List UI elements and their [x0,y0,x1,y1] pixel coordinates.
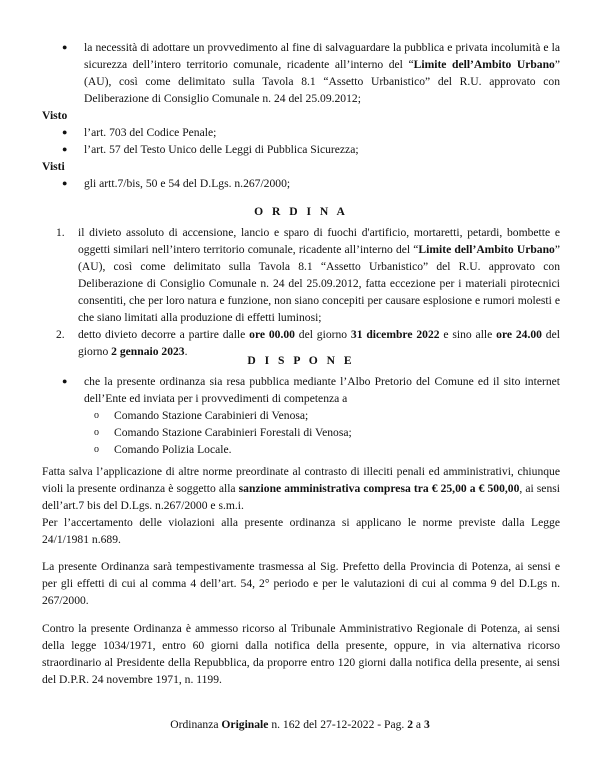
item-number: 1. [56,226,65,239]
ordina-item-1 [42,224,560,326]
bullet-marker: ● [62,376,68,386]
list-item-text: l’art. 57 del Testo Unico delle Leggi di Pubblica Sicurezza; [84,143,359,156]
premessa-bullet [42,39,560,107]
bullet-marker: ● [62,127,68,137]
dispone-section [42,352,560,458]
sub-item-text: Comando Polizia Locale. [114,443,232,456]
ricorso-paragraph: Contro la presente Ordinanza è ammesso ricorso al Tribunale Amministrativo Regionale di Potenza, ai sensi della legge 1034/1971, entro 60 giorni dalla notifica della presente, oppure, in via alternativa ricorso straordinario al Presidente della Repubblica, da proporre entro 120 giorni dalla notifica della presente, ai sensi del D.P.R. 24 novembre 1971, n. 1199. [42,622,560,686]
page-footer: Ordinanza Originale n. 162 del 27-12-2022 - Pag. 2 a 3 [170,718,430,731]
list-item [42,175,560,192]
sanzione-paragraph: Fatta salva l’applicazione di altre norme preordinate al contrasto di illeciti penali ed amministrativi, chiunque violi la presente ordinanza è soggetto alla sanzione amministrativa compresa tra € 25,00 a € 500,00, ai sensi dell’art.7 bis del D.Lgs. n.267/2000 e s.m.i. [42,465,560,512]
dispone-item [42,373,560,407]
sub-bullet-marker: o [94,444,99,455]
list-item [94,424,560,441]
ordina-item-2-text: detto divieto decorre a partire dalle ore 00.00 del giorno 31 dicembre 2022 e sino alle ore 24.00 del giorno 2 gennaio 2023. [78,328,560,358]
list-item [42,124,560,141]
list-item [42,141,560,158]
bullet-marker: ● [62,144,68,154]
visto-heading: Visto [42,109,68,122]
sub-bullet-marker: o [94,427,99,438]
sub-item-text: Comando Stazione Carabinieri di Venosa; [114,409,309,422]
list-item-text: gli artt.7/bis, 50 e 54 del D.Lgs. n.267/2000; [84,177,291,190]
dispone-item-text: che la presente ordinanza sia resa pubblica mediante l’Albo Pretorio del Comune ed il sito internet dell’Ente ed inviata per i provvedimenti di competenza a [84,375,560,405]
ordina-title: O R D I N A [254,205,348,218]
bullet-marker: ● [62,178,68,188]
premessa-text: la necessità di adottare un provvedimento al fine di salvaguardare la pubblica e privata incolumità e la sicurezza dell’intero territorio comunale, ricadente all’interno del “Limite dell’Ambito Urbano” (AU), così come delimitato sulla Tavola 8.1 “Assetto Urbanistico” del R.U. approvato con Deliberazione di Consiglio Comunale n. 24 del 25.09.2012; [84,41,560,105]
item-number: 2. [56,328,65,341]
prefetto-paragraph: La presente Ordinanza sarà tempestivamente trasmessa al Sig. Prefetto della Provincia di Potenza, ai sensi e per gli effetti di cui al comma 4 dell’art. 54, 2° periodo e per le valutazioni di cui al comma 9 del D.Lgs n. 267/2000. [42,560,560,607]
bullet-marker: ● [62,42,68,52]
list-item [94,407,560,424]
visti-heading: Visti [42,160,65,173]
dispone-title: D I S P O N E [247,354,355,367]
ordina-item-1-text: il divieto assoluto di accensione, lancio e sparo di fuochi d'artificio, mortaretti, petardi, bombette e oggetti similari nell’intero territorio comunale, ricadente all’interno del “Limite dell’Ambito Urbano” (AU), così come delimitato sulla Tavola 8.1 “Assetto Urbanistico” del R.U. approvato con Deliberazione di Consiglio Comunale n. 24 del 25.09.2012, fatta eccezione per i materiali pirotecnici consentiti, che per loro natura e funzione, non siano concepiti per causare esplosione e rumori molesti e che siano limitati alla produzione di effetti luminosi; [78,226,560,324]
visto-section [42,107,560,192]
list-item-text: l’art. 703 del Codice Penale; [84,126,217,139]
accertamento-paragraph: Per l’accertamento delle violazioni alla presente ordinanza si applicano le norme previste dalla Legge 24/1/1981 n.689. [42,516,560,546]
list-item [94,441,560,458]
ordina-section [42,203,560,360]
sub-item-text: Comando Stazione Carabinieri Forestali di Venosa; [114,426,352,439]
sub-bullet-marker: o [94,410,99,421]
